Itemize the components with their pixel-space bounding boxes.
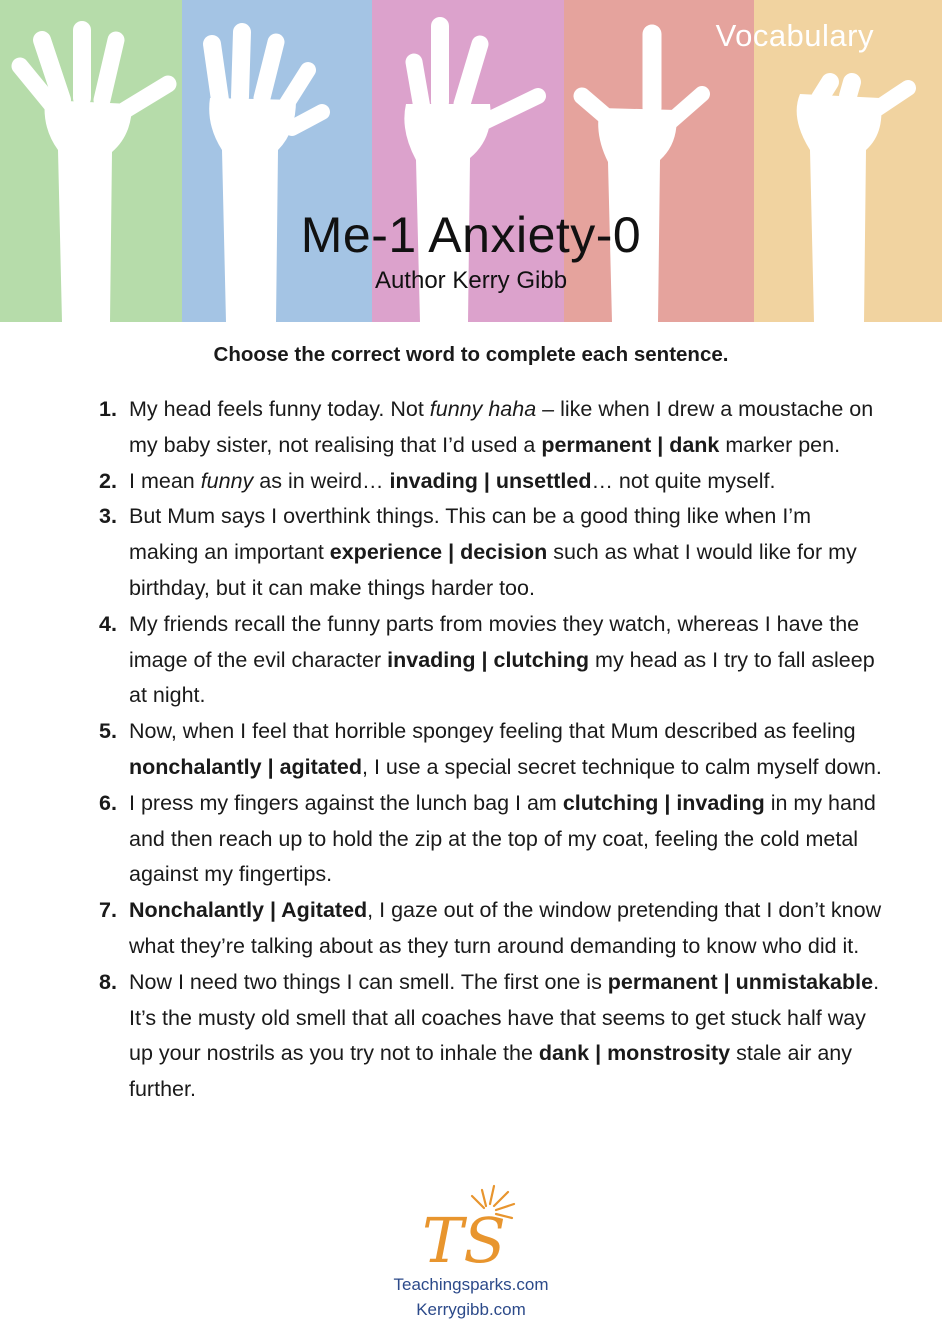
header-banner — [0, 0, 942, 322]
sentence-text: . It’s the musty old smell that all coaches have that seems to get stuck half way up your nostrils as you try not to inhale the — [129, 969, 880, 1066]
question-item — [86, 714, 886, 786]
emphasis-text: funny — [200, 468, 254, 493]
question-number: 8. — [99, 969, 117, 994]
footer-link-teachingsparks[interactable]: Teachingsparks.com — [393, 1275, 549, 1294]
question-item — [86, 464, 886, 500]
word-choice: permanent | unmistakable — [607, 969, 874, 994]
sentence-text: I mean — [129, 468, 201, 493]
question-item — [86, 893, 886, 965]
word-choice: invading | clutching — [387, 647, 590, 672]
category-label: Vocabulary — [715, 18, 874, 53]
sentence-text: My head feels funny today. Not — [129, 397, 430, 421]
word-choice: nonchalantly | agitated — [129, 754, 362, 779]
footer — [0, 1272, 942, 1322]
sentence-text: … not quite myself. — [591, 468, 776, 493]
sentence-text: But Mum says I overthink things. This can be a good thing like when I’m making an important — [129, 504, 811, 565]
word-choice: invading | unsettled — [389, 468, 592, 493]
question-number: 1. — [99, 397, 117, 421]
sentence-text: Now, when I feel that horrible spongey feeling that Mum described as feeling — [129, 719, 856, 744]
sentence-text: , I gaze out of the window pretending that I don’t know what they’re talking about as they turn around demanding to know who did it. — [129, 898, 882, 958]
question-number: 6. — [99, 790, 117, 815]
logo-text: TS — [422, 1204, 506, 1268]
word-choice: permanent | dank — [541, 432, 720, 457]
word-choice: experience | decision — [329, 540, 548, 565]
question-number: 3. — [99, 504, 117, 529]
document-author: Author Kerry Gibb — [374, 267, 568, 294]
word-choice: dank | monstrosity — [538, 1041, 731, 1066]
sentence-text: such as what I would like for my birthday, but it can make things harder too. — [129, 540, 857, 600]
question-item — [86, 392, 886, 464]
title-block — [0, 204, 942, 296]
question-item — [86, 965, 886, 1108]
sentence-text: as in weird… — [253, 468, 390, 493]
question-item — [86, 499, 886, 606]
sentence-text: – like when I drew a moustache on my baby sister, not realising that I’d used a — [129, 397, 874, 457]
sentence-text: my head as I try to fall asleep at night. — [129, 647, 875, 708]
sentence-text: in my hand and then reach up to hold the zip at the top of my coat, feeling the cold metal against my fingertips. — [129, 790, 876, 887]
question-number: 5. — [99, 719, 117, 744]
sentence-text: marker pen. — [719, 432, 841, 457]
question-item — [86, 786, 886, 893]
document-title: Me-1 Anxiety-0 — [300, 207, 642, 263]
word-choice: clutching | invading — [562, 790, 765, 815]
question-number: 4. — [99, 611, 117, 636]
question-number: 2. — [99, 468, 117, 493]
word-choice: Nonchalantly | Agitated — [129, 898, 368, 923]
sentence-text: , I use a special secret technique to calm myself down. — [362, 754, 882, 779]
question-number: 7. — [99, 898, 117, 923]
question-list — [86, 392, 886, 1108]
sentence-text: Now I need two things I can smell. The first one is — [129, 969, 608, 994]
footer-link-kerrygibb[interactable]: Kerrygibb.com — [416, 1300, 526, 1319]
emphasis-text: funny haha — [429, 397, 537, 421]
sentence-text: I press my fingers against the lunch bag I am — [129, 790, 563, 815]
teachingsparks-logo-icon — [412, 1182, 522, 1268]
sentence-text: My friends recall the funny parts from movies they watch, whereas I have the image of the evil character — [129, 611, 860, 672]
sentence-text: stale air any further. — [129, 1041, 853, 1102]
question-item — [86, 607, 886, 714]
instruction-heading: Choose the correct word to complete each sentence. — [213, 343, 729, 366]
